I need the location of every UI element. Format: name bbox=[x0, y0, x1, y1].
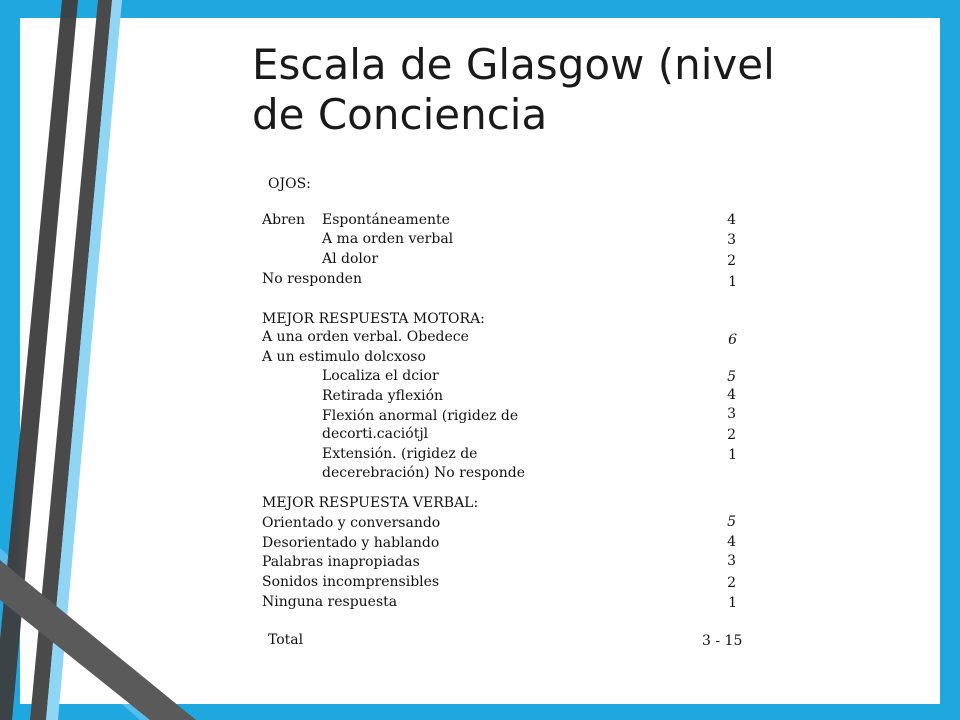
eyes-row3-score: 2 bbox=[727, 253, 736, 269]
page-title bbox=[252, 40, 892, 140]
verbal-row-5: Ninguna respuesta bbox=[262, 594, 398, 610]
motor-row4: Retirada yflexión bbox=[322, 388, 444, 404]
motor-row6-score: 1 bbox=[728, 447, 737, 463]
eyes-row4-label: No responden bbox=[262, 271, 362, 287]
eyes-row3-option: Al dolor bbox=[322, 251, 379, 267]
motor-row1-score: 6 bbox=[728, 332, 737, 348]
verbal-row-3: Palabras inapropiadas bbox=[262, 554, 420, 570]
verbal-row-1: Orientado y conversando bbox=[262, 515, 441, 531]
verbal-row-2: Desorientado y hablando bbox=[262, 535, 440, 551]
motor-row2: A un estimulo dolcxoso bbox=[262, 349, 426, 365]
eyes-row2-score: 3 bbox=[727, 232, 736, 248]
verbal-header: MEJOR RESPUESTA VERBAL: bbox=[262, 495, 479, 511]
eyes-header: OJOS: bbox=[268, 176, 311, 192]
eyes-row2-option: A ma orden verbal bbox=[322, 231, 454, 247]
eyes-row4-score: 1 bbox=[728, 274, 737, 290]
motor-header: MEJOR RESPUESTA MOTORA: bbox=[262, 311, 485, 327]
motor-row6a: Extensión. (rigidez de bbox=[322, 446, 478, 462]
eyes-row1-label: Abren bbox=[262, 212, 306, 228]
eyes-row1-option: Espontáneamente bbox=[322, 212, 450, 228]
verbal-row-3-score: 3 bbox=[727, 553, 736, 569]
motor-row1: A una orden verbal. Obedece bbox=[262, 329, 469, 345]
motor-row3-score: 5 bbox=[727, 369, 736, 385]
title-line-2: de Conciencia bbox=[252, 90, 548, 139]
eyes-row1-score: 4 bbox=[727, 212, 736, 228]
motor-row4-score: 4 bbox=[727, 387, 736, 403]
verbal-row-5-score: 1 bbox=[728, 595, 737, 611]
motor-row6b: decerebración) No responde bbox=[322, 465, 525, 481]
total-range: 3 - 15 bbox=[702, 633, 743, 649]
motor-row5b-score: 2 bbox=[727, 427, 736, 443]
motor-row5b: decorti.caciótjl bbox=[322, 426, 429, 442]
motor-row5a: Flexión anormal (rigidez de bbox=[322, 408, 519, 424]
total-label: Total bbox=[268, 632, 304, 648]
motor-row3: Localiza el dcior bbox=[322, 368, 439, 384]
title-line-1: Escala de Glasgow (nivel bbox=[252, 40, 775, 89]
verbal-row-1-score: 5 bbox=[727, 514, 736, 530]
verbal-row-4: Sonidos incomprensibles bbox=[262, 574, 440, 590]
verbal-row-4-score: 2 bbox=[727, 575, 736, 591]
verbal-row-2-score: 4 bbox=[727, 534, 736, 550]
motor-row5-score: 3 bbox=[727, 406, 736, 422]
